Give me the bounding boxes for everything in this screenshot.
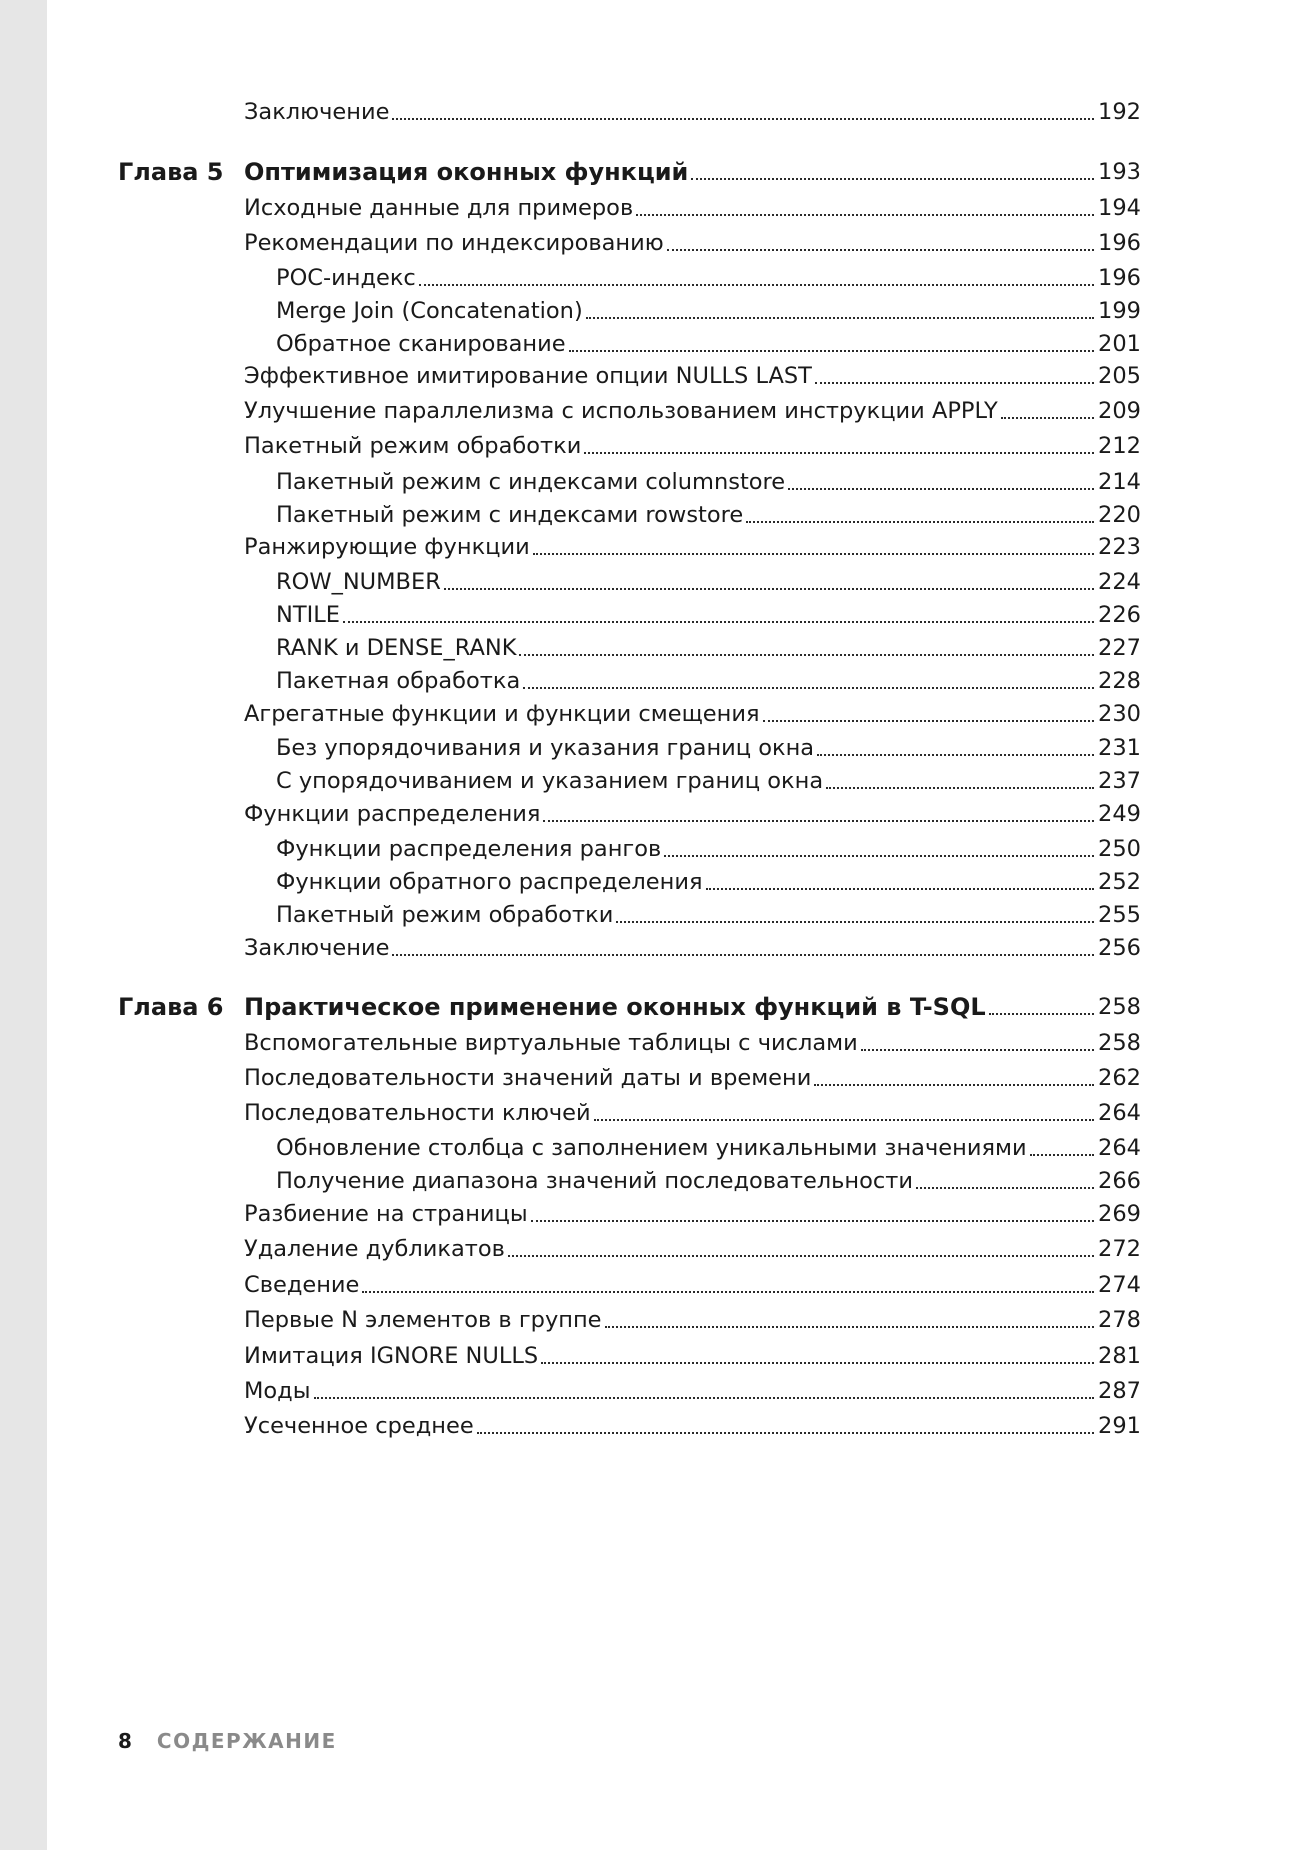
toc-row — [0, 327, 1299, 361]
toc-entry-title: Обратное сканирование — [276, 331, 566, 357]
toc-entry-title: Моды — [244, 1378, 311, 1404]
toc-row — [0, 931, 1299, 965]
toc-entry-page-number: 228 — [1098, 668, 1141, 694]
toc-entry-title: Улучшение параллелизма с использованием инструкции APPLY — [244, 398, 998, 424]
toc-row — [0, 294, 1299, 328]
toc-entry-page-number: 196 — [1098, 230, 1141, 256]
toc-entry-page-number: 192 — [1098, 99, 1141, 125]
toc-entry-page-number: 223 — [1098, 534, 1141, 560]
dot-leader — [419, 284, 1094, 286]
dot-leader — [826, 787, 1094, 789]
toc-entry-page-number: 274 — [1098, 1272, 1141, 1298]
toc-entry-page-number: 258 — [1098, 1030, 1141, 1056]
toc-entry-title: Merge Join (Concatenation) — [276, 298, 583, 324]
dot-leader — [569, 350, 1094, 352]
toc-row — [0, 565, 1299, 599]
toc-entry[interactable] — [244, 797, 1141, 831]
toc-row — [0, 498, 1299, 532]
toc-row — [0, 1164, 1299, 1198]
toc-entry-page-number: 220 — [1098, 502, 1141, 528]
toc-entry-title: POC-индекс — [276, 265, 416, 291]
toc-entry-page-number: 258 — [1098, 994, 1141, 1020]
toc-entry-page-number: 194 — [1098, 195, 1141, 221]
toc-entry[interactable] — [244, 359, 1141, 393]
dot-leader — [392, 118, 1094, 120]
toc-entry-title: RANK и DENSE_RANK — [276, 635, 517, 661]
toc-entry-page-number: 224 — [1098, 569, 1141, 595]
dot-leader — [706, 888, 1095, 890]
toc-entry[interactable] — [244, 1303, 1141, 1337]
dot-leader — [616, 921, 1094, 923]
toc-entry-title: Функции обратного распределения — [276, 869, 703, 895]
toc-entry-title: Последовательности ключей — [244, 1100, 591, 1126]
toc-row — [0, 664, 1299, 698]
toc-row — [0, 530, 1299, 564]
dot-leader — [605, 1326, 1095, 1328]
toc-entry-page-number: 226 — [1098, 602, 1141, 628]
toc-entry[interactable] — [276, 598, 1141, 632]
toc-entry-page-number: 256 — [1098, 935, 1141, 961]
toc-entry-page-number: 250 — [1098, 836, 1141, 862]
dot-leader — [989, 1013, 1094, 1015]
dot-leader — [1001, 417, 1094, 419]
toc-chapter-row — [0, 155, 1299, 189]
toc-entry[interactable] — [244, 1232, 1141, 1266]
dot-leader — [594, 1119, 1094, 1121]
dot-leader — [362, 1291, 1094, 1293]
toc-row — [0, 898, 1299, 932]
toc-entry[interactable] — [244, 429, 1141, 463]
toc-entry[interactable] — [244, 1268, 1141, 1302]
toc-entry-title: Заключение — [244, 935, 390, 961]
toc-entry-title: Функции распределения — [244, 801, 541, 827]
toc-entry-page-number: 209 — [1098, 398, 1141, 424]
toc-entry-title: Имитация IGNORE NULLS — [244, 1343, 539, 1369]
toc-entry-title: Удаление дубликатов — [244, 1236, 505, 1262]
chapter-label: Глава 5 — [118, 158, 224, 186]
toc-entry[interactable] — [244, 1061, 1141, 1095]
toc-entry-page-number: 255 — [1098, 902, 1141, 928]
dot-leader — [392, 954, 1094, 956]
toc-entry-page-number: 196 — [1098, 265, 1141, 291]
toc-entry-page-number: 269 — [1098, 1201, 1141, 1227]
toc-entry-title: Разбиение на страницы — [244, 1201, 528, 1227]
toc-entry-page-number: 231 — [1098, 735, 1141, 761]
toc-row — [0, 1026, 1299, 1060]
dot-leader — [817, 754, 1094, 756]
toc-row — [0, 1197, 1299, 1231]
toc-entry[interactable] — [244, 530, 1141, 564]
toc-entry-title: Агрегатные функции и функции смещения — [244, 701, 760, 727]
toc-entry-title: Рекомендации по индексированию — [244, 230, 664, 256]
toc-entry[interactable] — [276, 865, 1141, 899]
toc-entry-title: Пакетная обработка — [276, 668, 521, 694]
toc-entry[interactable] — [276, 664, 1141, 698]
dot-leader — [519, 654, 1094, 656]
toc-row — [0, 95, 1299, 129]
dot-leader — [1030, 1154, 1094, 1156]
toc-entry-title: Практическое применение оконных функций в T-SQL — [244, 993, 986, 1021]
toc-entry-page-number: 264 — [1098, 1100, 1141, 1126]
toc-entry-title: Первые N элементов в группе — [244, 1307, 602, 1333]
dot-leader — [815, 382, 1094, 384]
toc-row — [0, 1339, 1299, 1373]
toc-entry-title: Оптимизация оконных функций — [244, 158, 689, 186]
toc-entry[interactable] — [244, 1026, 1141, 1060]
toc-entry-page-number: 201 — [1098, 331, 1141, 357]
dot-leader — [746, 521, 1094, 523]
toc-entry[interactable] — [244, 1374, 1141, 1408]
toc-entry[interactable] — [276, 731, 1141, 765]
toc-row — [0, 631, 1299, 665]
toc-entry-page-number: 212 — [1098, 433, 1141, 459]
toc-entry[interactable] — [276, 261, 1141, 295]
toc-row — [0, 832, 1299, 866]
toc-entry[interactable] — [244, 191, 1141, 225]
toc-row — [0, 1268, 1299, 1302]
toc-row — [0, 797, 1299, 831]
toc-entry[interactable] — [244, 1096, 1141, 1130]
toc-entry-title: Обновление столбца с заполнением уникальными значениями — [276, 1135, 1027, 1161]
toc-entry[interactable] — [244, 394, 1141, 428]
toc-entry[interactable] — [244, 931, 1141, 965]
toc-row — [0, 1061, 1299, 1095]
toc-entry-title: Пакетный режим с индексами columnstore — [276, 469, 786, 495]
toc-entry[interactable] — [276, 465, 1141, 499]
dot-leader — [444, 588, 1094, 590]
dot-leader — [533, 553, 1094, 555]
dot-leader — [667, 249, 1094, 251]
toc-entry-title: Пакетный режим обработки — [276, 902, 614, 928]
toc-row — [0, 359, 1299, 393]
toc-entry-title: Функции распределения рангов — [276, 836, 662, 862]
toc-entry-title: Получение диапазона значений последовательности — [276, 1168, 914, 1194]
dot-leader — [691, 178, 1094, 180]
toc-entry[interactable] — [244, 697, 1141, 731]
toc-row — [0, 465, 1299, 499]
dot-leader — [763, 720, 1095, 722]
dot-leader — [541, 1362, 1094, 1364]
toc-entry[interactable] — [276, 327, 1141, 361]
dot-leader — [788, 488, 1094, 490]
toc-entry[interactable] — [276, 764, 1141, 798]
toc-row — [0, 1096, 1299, 1130]
toc-row — [0, 1131, 1299, 1165]
toc-entry-title: Исходные данные для примеров — [244, 195, 634, 221]
toc-entry[interactable] — [244, 1409, 1141, 1443]
toc-entry-page-number: 205 — [1098, 363, 1141, 389]
toc-entry[interactable] — [276, 1164, 1141, 1198]
dot-leader — [664, 855, 1094, 857]
chapter-label: Глава 6 — [118, 993, 224, 1021]
toc-entry-page-number: 262 — [1098, 1065, 1141, 1091]
toc-entry-page-number: 266 — [1098, 1168, 1141, 1194]
dot-leader — [531, 1220, 1094, 1222]
toc-entry[interactable] — [276, 498, 1141, 532]
toc-entry-title: Сведение — [244, 1272, 360, 1298]
toc-entry-title: Последовательности значений даты и времени — [244, 1065, 812, 1091]
toc-entry[interactable] — [244, 155, 1141, 189]
toc-row — [0, 261, 1299, 295]
dot-leader — [314, 1397, 1095, 1399]
toc-entry-page-number: 237 — [1098, 768, 1141, 794]
dot-leader — [343, 621, 1094, 623]
toc-entry-page-number: 278 — [1098, 1307, 1141, 1333]
toc-entry-page-number: 249 — [1098, 801, 1141, 827]
dot-leader — [636, 214, 1094, 216]
toc-chapter-row — [0, 990, 1299, 1024]
dot-leader — [814, 1084, 1094, 1086]
toc-entry[interactable] — [244, 990, 1141, 1024]
toc-entry-page-number: 227 — [1098, 635, 1141, 661]
toc-row — [0, 865, 1299, 899]
toc-entry-page-number: 281 — [1098, 1343, 1141, 1369]
toc-entry-title: Усеченное среднее — [244, 1413, 474, 1439]
toc-row — [0, 191, 1299, 225]
dot-leader — [584, 452, 1094, 454]
toc-entry[interactable] — [276, 294, 1141, 328]
toc-row — [0, 1409, 1299, 1443]
toc-row — [0, 1303, 1299, 1337]
toc-entry-title: Заключение — [244, 99, 390, 125]
footer-page-number: 8 — [118, 1729, 132, 1753]
toc-entry-title: Вспомогательные виртуальные таблицы с числами — [244, 1030, 858, 1056]
dot-leader — [508, 1255, 1094, 1257]
toc-entry-title: NTILE — [276, 602, 340, 628]
toc-entry[interactable] — [244, 226, 1141, 260]
toc-row — [0, 226, 1299, 260]
toc-entry-page-number: 214 — [1098, 469, 1141, 495]
toc-entry[interactable] — [244, 1197, 1141, 1231]
toc-row — [0, 764, 1299, 798]
toc-row — [0, 598, 1299, 632]
toc-entry-title: Ранжирующие функции — [244, 534, 530, 560]
toc-entry-page-number: 291 — [1098, 1413, 1141, 1439]
toc-entry[interactable] — [276, 898, 1141, 932]
toc-entry-title: ROW_NUMBER — [276, 569, 441, 595]
dot-leader — [916, 1187, 1094, 1189]
toc-entry[interactable] — [244, 1339, 1141, 1373]
dot-leader — [861, 1049, 1094, 1051]
toc-entry-page-number: 287 — [1098, 1378, 1141, 1404]
toc-entry[interactable] — [276, 565, 1141, 599]
toc-entry-page-number: 264 — [1098, 1135, 1141, 1161]
toc-entry[interactable] — [276, 1131, 1141, 1165]
toc-entry-title: Пакетный режим обработки — [244, 433, 582, 459]
dot-leader — [523, 687, 1094, 689]
dot-leader — [543, 820, 1094, 822]
toc-row — [0, 697, 1299, 731]
toc-entry-page-number: 199 — [1098, 298, 1141, 324]
toc-entry-page-number: 272 — [1098, 1236, 1141, 1262]
toc-entry-title: С упорядочиванием и указанием границ окна — [276, 768, 824, 794]
toc-row — [0, 1374, 1299, 1408]
toc-entry-page-number: 252 — [1098, 869, 1141, 895]
toc-entry-page-number: 193 — [1098, 159, 1141, 185]
toc-row — [0, 731, 1299, 765]
toc-entry-title: Эффективное имитирование опции NULLS LAST — [244, 363, 812, 389]
dot-leader — [477, 1432, 1094, 1434]
toc-entry-title: Без упорядочивания и указания границ окна — [276, 735, 815, 761]
toc-entry-title: Пакетный режим с индексами rowstore — [276, 502, 744, 528]
toc-row — [0, 394, 1299, 428]
toc-entry[interactable] — [276, 832, 1141, 866]
dot-leader — [586, 317, 1094, 319]
page-footer — [118, 1726, 337, 1756]
toc-entry[interactable] — [276, 631, 1141, 665]
toc-entry-page-number: 230 — [1098, 701, 1141, 727]
toc-row — [0, 429, 1299, 463]
footer-running-title: СОДЕРЖАНИЕ — [156, 1729, 337, 1753]
toc-entry[interactable] — [244, 95, 1141, 129]
toc-row — [0, 1232, 1299, 1266]
